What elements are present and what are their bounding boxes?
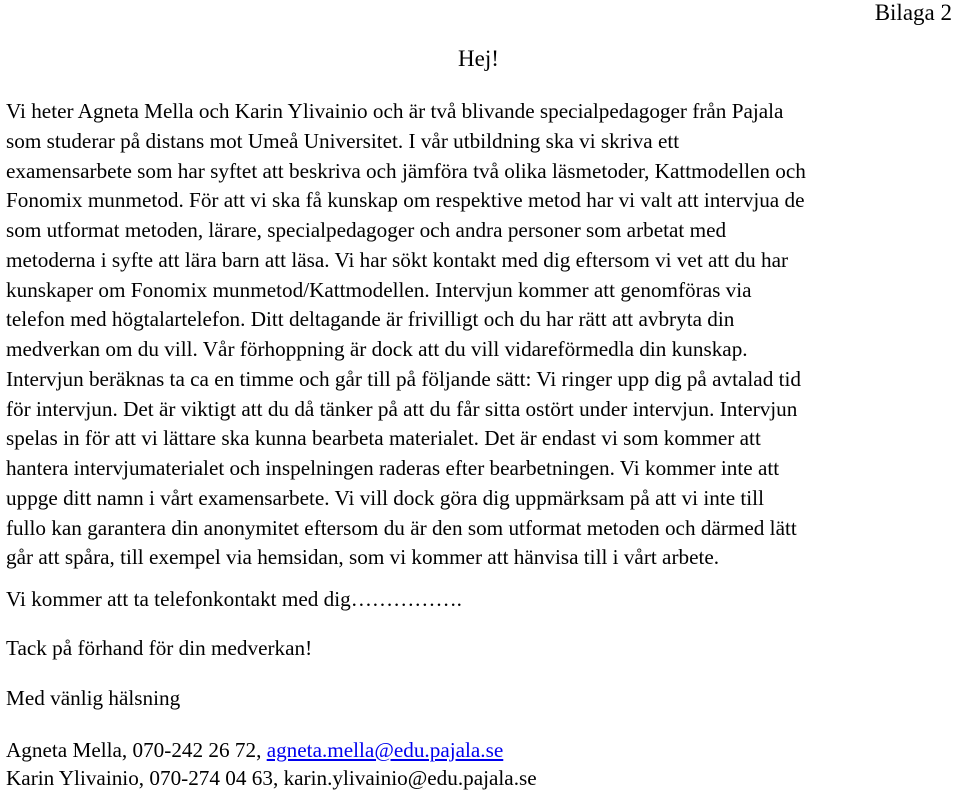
body-line: metoderna i syfte att lära barn att läsa. Vi har sökt kontakt med dig eftersom vi vet att du har bbox=[6, 247, 789, 272]
body-line: för intervjun. Det är viktigt att du då tänker på att du får sitta ostört under intervjun. Intervjun bbox=[6, 396, 798, 421]
thanks-line: Tack på förhand för din medverkan! bbox=[6, 636, 313, 660]
body-line: uppge ditt namn i vårt examensarbete. Vi vill dock göra dig uppmärksam på att vi inte till bbox=[6, 485, 764, 510]
email-text-karin: karin.ylivainio@edu.pajala.se bbox=[283, 766, 537, 790]
closing-greeting: Med vänlig hälsning bbox=[6, 686, 181, 710]
appendix-label: Bilaga 2 bbox=[874, 0, 952, 25]
body-line: går att spåra, till exempel via hemsidan, som vi kommer att hänvisa till i vårt arbete. bbox=[6, 545, 720, 570]
body-line: fullo kan garantera din anonymitet eftersom du är den som utformat metoden och därmed lätt bbox=[6, 515, 797, 540]
body-line: hantera intervjumaterialet och inspelningen raderas efter bearbetningen. Vi kommer inte att bbox=[6, 456, 780, 480]
greeting: Hej! bbox=[458, 46, 499, 71]
body-line: telefon med högtalartelefon. Ditt deltagande är frivilligt och du har rätt att avbryta din bbox=[6, 307, 735, 332]
body-line: medverkan om du vill. Vår förhoppning är dock att du vill vidareförmedla din kunskap. bbox=[6, 337, 748, 361]
body-line: Fonomix munmetod. För att vi ska få kunskap om respektive metod har vi valt att intervjua de bbox=[6, 188, 805, 213]
body-line: kunskaper om Fonomix munmetod/Kattmodellen. Intervjun kommer att genomföras via bbox=[6, 277, 752, 302]
callback-line: Vi kommer att ta telefonkontakt med dig……………. bbox=[6, 587, 462, 611]
body-line: som studerar på distans mot Umeå Universitet. I vår utbildning ska vi skriva ett bbox=[6, 128, 680, 153]
body-line: examensarbete som har syftet att beskriva och jämföra två olika läsmetoder, Kattmodellen och bbox=[6, 158, 806, 183]
contact-karin bbox=[6, 765, 537, 791]
contact-name-phone: Agneta Mella, 070-242 26 72, bbox=[6, 738, 267, 762]
contact-name-phone: Karin Ylivainio, 070-274 04 63, bbox=[6, 766, 284, 790]
letter-body bbox=[6, 97, 960, 573]
contact-agneta bbox=[6, 737, 503, 763]
email-link-agneta[interactable]: agneta.mella@edu.pajala.se bbox=[266, 738, 504, 762]
body-line: spelas in för att vi lättare ska kunna bearbeta materialet. Det är endast vi som kommer att bbox=[6, 426, 761, 451]
body-line: Vi heter Agneta Mella och Karin Ylivainio och är två blivande specialpedagoger från Pajala bbox=[6, 99, 784, 123]
body-line: Intervjun beräknas ta ca en timme och går till på följande sätt: Vi ringer upp dig på avtalad tid bbox=[6, 366, 801, 391]
body-line: som utformat metoden, lärare, specialpedagoger och andra personer som arbetat med bbox=[6, 218, 727, 242]
